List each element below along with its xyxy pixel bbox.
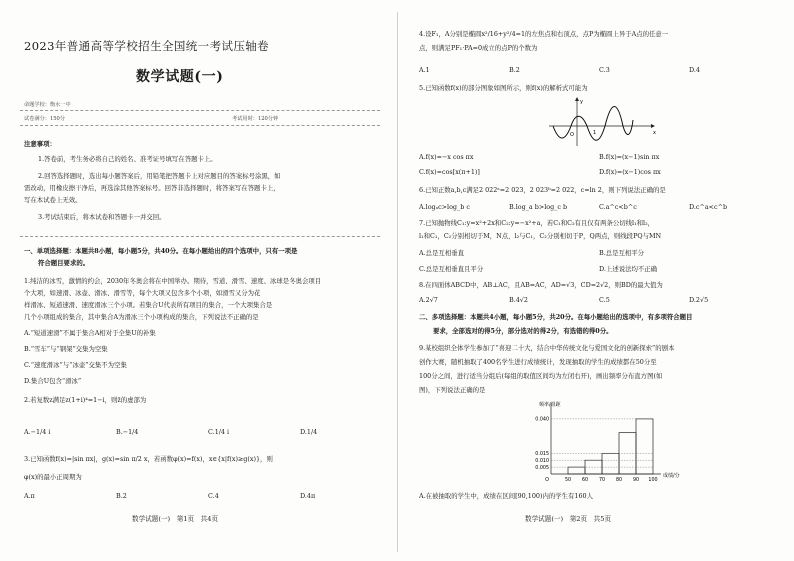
y-tick-label: 0.015 [535,452,549,458]
x-tick-label: 60 [581,478,589,483]
q5-option-a: A.f(x)=−x cos πx [419,153,474,161]
q4-option-c: C.3 [599,66,610,74]
x-tick-label: 50 [564,478,572,483]
q7-option-d: D.上述说法均不正确 [599,265,658,273]
histogram-bar [602,453,619,474]
q3-option-c: C.4 [208,492,219,500]
meta-rule [20,110,380,111]
frequency-histogram [515,400,685,486]
q2-option-a: A.−1/4 i [24,428,51,436]
q5-function-graph [547,96,657,148]
q7-option-a: A.总是互相垂直 [419,249,464,257]
q4-option-d: D.4 [689,66,700,74]
q1-line1: 1.纯洁的冰雪，激情的约会，2030年冬奥会将在中国举办。期待，雪道、滑雪、速度、冰球是冬奥会项目 [24,277,322,285]
q4-line1: 4.设F₁，A分别是椭圆x²/16+y²/4=1的左焦点和右顶点，点P为椭圆上异于A点的任意一 [419,30,669,38]
q3-option-d: D.4π [300,492,316,500]
y-tick-label: 0.010 [535,459,549,465]
q6-option-c: C.a^c<b^c [599,203,637,211]
q8-option-b: B.4√2 [509,296,528,304]
notes-heading: 注意事项： [24,140,56,148]
q6-stem: 6.已知正数a,b,c满足2 022ᵃ=2 023，2 023ᵇ=2 022，c=ln 2，则下列说法正确的是 [419,186,666,194]
q1-option-c: C.“速度滑冰”与“冰壶”交集不为空集 [24,361,127,369]
q1-option-b: B.“雪车”与“钢架”交集为空集 [24,345,108,353]
x-tick-label: 80 [615,478,623,483]
score-meta: 试卷满分：150分 [24,116,66,122]
note-3: 3.考试结束后，将本试卷和答题卡一并交回。 [38,213,166,221]
section1-line1: 一、单项选择题：本题共8小题，每小题5分，共40分。在每小题给出的四个选项中，只有一项是 [24,247,298,255]
q1-line2: 个大项，如速滑、冰壶、滑冰、滑雪等，每个大项又包含多个小项，如滑雪又分为花 [24,289,261,297]
q6-option-a: A.logₐc>log_b c [419,203,470,211]
time-meta: 考试用时：120分钟 [232,116,279,122]
q2-option-b: B.−1/4 [116,428,139,436]
q5-stem: 5.已知函数f(x)的部分图象如图所示，则f(x)的解析式可能为 [419,84,588,92]
y-tick-label: 0.040 [535,417,549,423]
section2-line1: 二、多项选择题：本题共4小题，每小题5分，共20分。在每小题给出的选项中，有多项符合题目 [419,313,693,321]
q8-option-a: A.2√7 [419,296,438,304]
q3-option-b: B.2 [116,492,127,500]
section1-line2: 符合题目要求的。 [38,259,90,267]
q2-option-c: C.1/4 i [208,428,230,436]
note-2c: 写在本试卷上无效。 [24,196,82,204]
q1-line3: 样滑冰、短道速滑、速度滑冰三个小项。若集合U代表所有项目的集合，一个大项集合是 [24,301,273,309]
q3-line1: 3.已知函数f(x)=|sin πx|，g(x)=sin π/2 x，若函数φ(x)=f(x)，x∈{x|f(x)≥g(x)}，则 [24,455,273,463]
q9-line3: 100分之间，进行适当分组后(每组的取值区间均为左闭右开)，画出频率分布直方图(如 [419,372,663,380]
q7-line2: l₁和C₁，C₂分别相切于M，N点，l₂与C₁，C₂分别相切于P，Q两点，则线段PQ与MN [419,232,662,240]
meta-rule-2 [20,125,380,126]
x-tick-label: 90 [632,478,640,483]
x-tick-label: O [545,478,549,483]
q6-option-d: D.c^a<c^b [689,203,728,211]
right-footer: 数学试题(一) 第2页 共5页 [525,515,612,523]
section-rule [20,236,380,237]
q3-option-a: A.π [24,492,35,500]
svg-text:1: 1 [593,130,597,136]
q4-option-a: A.1 [419,66,430,74]
x-axis-label: 成绩/分 [663,473,680,479]
q1-option-a: A.“短道速滑”不属于集合A相对于全集U的补集 [24,329,156,337]
q3-line2: φ(x)的最小正周期为 [24,473,82,481]
histogram-bar [568,467,585,474]
q7-option-c: C.总是互相垂直且平分 [419,265,484,273]
q8-stem: 8.在四面体ABCD中，AB⊥AC，且AB=AC，AD=√3，CD=2√2，则BD的最大值为 [419,281,663,289]
section2-line2: 要求，全部选对的得5分，部分选对的得2分，有选错的得0分。 [433,327,613,335]
q9-line2: 创作大赛，随机抽取了400名学生进行成绩统计，发现抽取的学生的成绩都在50分至 [419,358,657,366]
y-tick-label: 0.005 [535,465,549,471]
q7-line1: 7.已知抛物线C₁:y=x²+2x和C₂:y=−x²+a，若C₁和C₂有且仅有两条公切线l₁和l₂， [419,219,655,227]
q8-option-c: C.5 [599,296,610,304]
q7-option-b: B.总是互相平分 [599,249,645,257]
subject-title: 数学试题(一) [136,69,224,85]
note-2a: 2.回答选择题时，选出每小题答案后，用铅笔把答题卡上对应题目的答案标号涂黑，如 [38,172,281,180]
q5-option-b: B.f(x)=(x−1)sin πx [599,153,660,161]
q1-line4: 几个小项组成的集合，其中集合A为滑冰三个小项构成的集合，下列说法不正确的是 [24,313,259,321]
q4-option-b: B.2 [509,66,520,74]
q1-option-d: D.集合U包含“滑冰” [24,377,82,385]
q5-option-d: D.f(x)=(x−1)cos πx [599,168,661,176]
note-2b: 需改动，用橡皮擦干净后，再选涂其他答案标号。回答非选择题时，将答案写在答题卡上， [24,184,280,192]
right-page [397,0,794,561]
left-footer: 数学试题(一) 第1页 共4页 [132,515,219,523]
q8-option-d: D.2√5 [689,296,709,304]
exam-title: 2023年普通高等学校招生全国统一考试压轴卷 [24,39,270,53]
q9-line1: 9.某校组织全体学生参加了“喜迎二十大，结合中华传统文化与爱国文化的创新探索”的剧本 [419,344,675,352]
svg-text:O: O [570,132,574,138]
q2-stem: 2.若复数z满足z(1+i)⁴=1−i，则z̄的虚部为 [24,396,147,404]
q9-option-a: A.在被抽取的学生中，成绩在区间[90,100)内的学生有160人 [419,492,594,500]
q6-option-b: B.log_a b>log_c b [509,203,568,211]
svg-text:y: y [580,99,583,105]
school-meta: 命题学校：衡水一中 [24,102,71,108]
note-1: 1.答卷前，考生务必将自己的姓名、准考证号填写在答题卡上。 [38,155,217,163]
q2-option-d: D.1/4 [300,428,318,436]
q5-option-c: C.f(x)=cos[x(π+1)] [419,168,480,176]
y-axis-label: 频率/组距 [539,402,561,408]
histogram-bar [636,419,653,474]
x-tick-label: 70 [598,478,606,483]
q9-line4: 图)，下列说法正确的是 [419,386,486,394]
x-tick-label: 100 [648,478,658,483]
q4-line2: 点，则满足PF₁·PA=0成立的点P的个数为 [419,44,538,52]
svg-text:x: x [653,130,656,136]
